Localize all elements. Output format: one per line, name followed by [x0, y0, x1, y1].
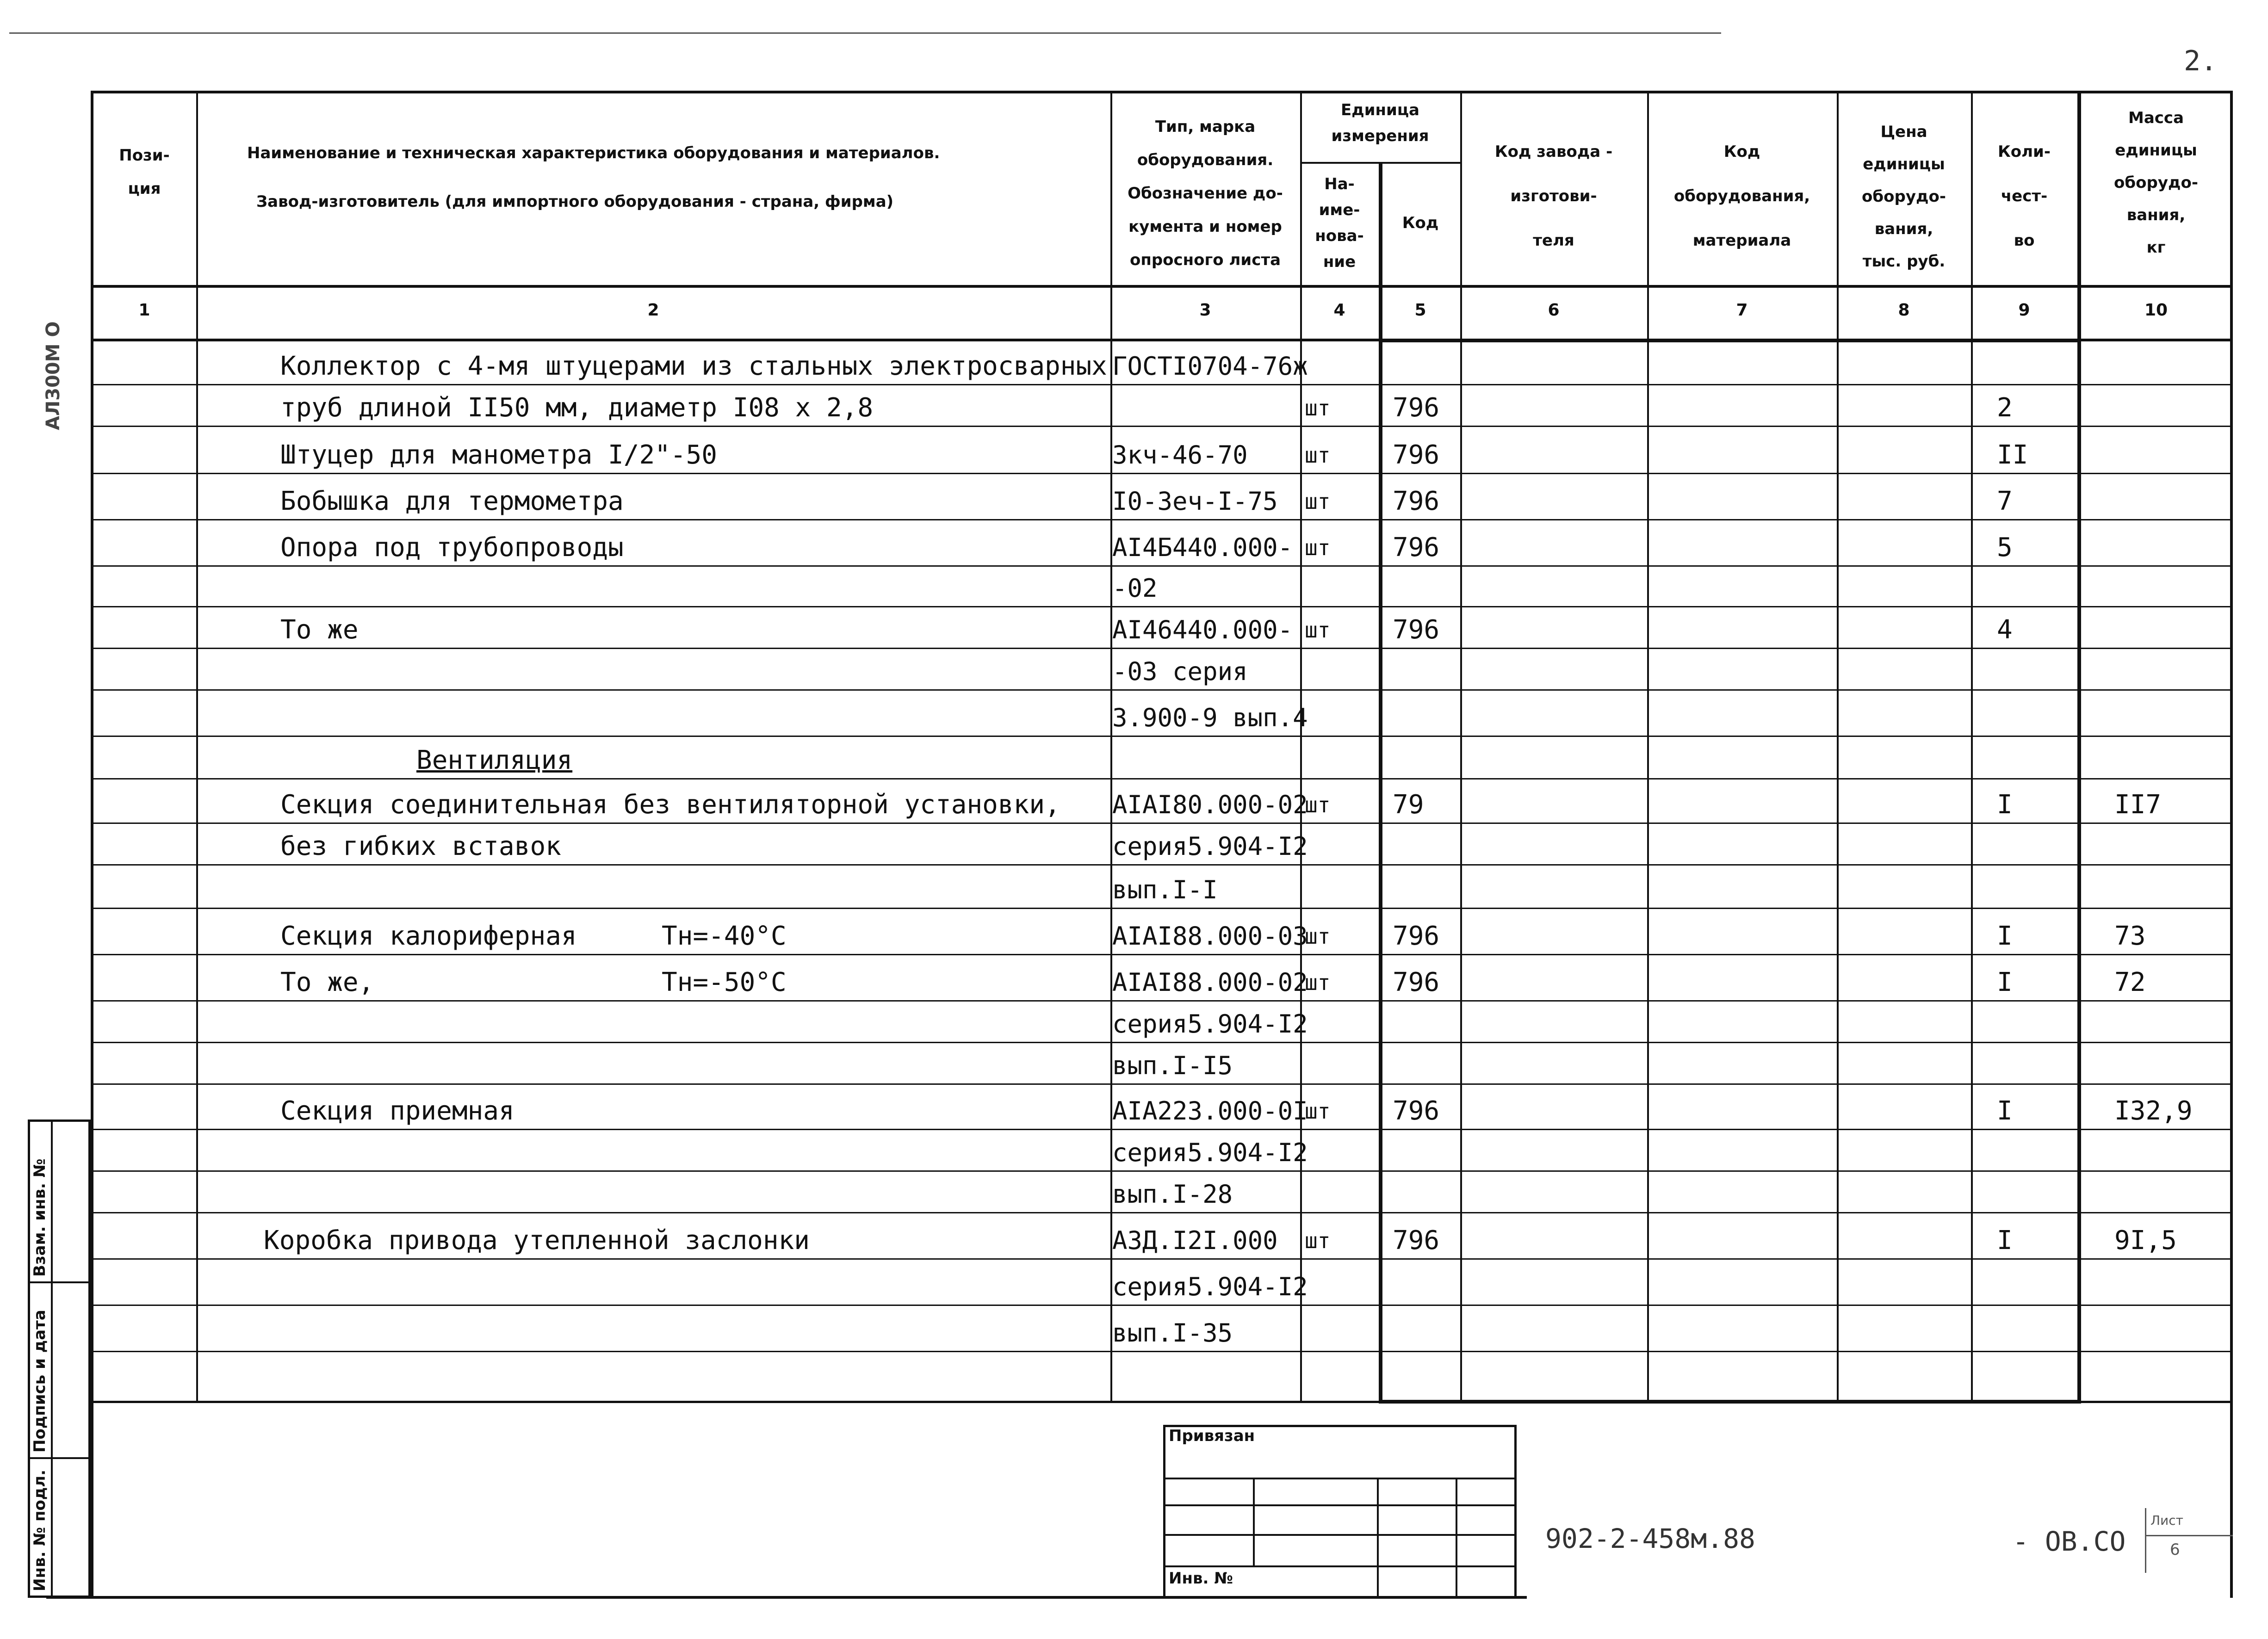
- row-unit: шт: [1305, 1099, 1331, 1124]
- row-rule: [91, 736, 2233, 737]
- col-div-6: [1647, 91, 1649, 1403]
- row-code: 796: [1393, 921, 1440, 951]
- row-name: Коробка привода утепленной заслонки: [264, 1225, 810, 1256]
- colnum-10: 10: [2144, 301, 2168, 320]
- hdr-equip-code: Код оборудования, материала: [1673, 142, 1810, 250]
- sheet-code: - ОВ.СО: [2013, 1526, 2126, 1557]
- row-name: Секция соединительная без вентиляторной установки,: [280, 790, 1060, 820]
- col-div-7: [1837, 91, 1839, 1403]
- row-qty: I: [1997, 1096, 2013, 1126]
- row-rule: [91, 908, 2233, 909]
- row-name: То же: [280, 615, 359, 645]
- row-name: То же,: [280, 967, 374, 997]
- unit-group-line: [1300, 162, 1460, 164]
- row-code: 796: [1393, 393, 1440, 423]
- row-unit: шт: [1305, 1228, 1331, 1253]
- stamp-v3: [1456, 1478, 1457, 1598]
- row-name: Бобышка для термометра: [280, 486, 624, 516]
- row-type: АI4Б440.000-: [1112, 533, 1293, 562]
- row-rule: [91, 565, 2233, 567]
- row-code: 796: [1393, 486, 1440, 516]
- col-div-8: [1971, 91, 1973, 1403]
- row-code: 79: [1393, 790, 1424, 820]
- row-name: Секция приемная: [280, 1096, 514, 1126]
- row-unit: шт: [1305, 535, 1331, 560]
- colnum-3: 3: [1199, 301, 1211, 320]
- row-rule: [91, 606, 2233, 607]
- list-num: 6: [2170, 1540, 2180, 1559]
- row-unit: шт: [1305, 489, 1331, 514]
- row-type: АIАI88.000-03: [1112, 922, 1308, 951]
- row-code: 796: [1393, 967, 1440, 997]
- row-name: Штуцер для манометра I/2"-50: [280, 440, 718, 470]
- hdr-factory-code: Код завода - изготови- теля: [1494, 142, 1613, 250]
- row-rule: [91, 1000, 2233, 1002]
- row-rule: [91, 823, 2233, 824]
- stamp-h1: [1163, 1478, 1517, 1479]
- hdr-unit-code: Код: [1402, 214, 1439, 232]
- colnum-9: 9: [2018, 301, 2030, 320]
- side-label-inv: Инв. № подл.: [31, 1469, 49, 1591]
- row-rule: [91, 778, 2233, 779]
- header-bottom-line: [91, 285, 2233, 288]
- row-mass: 72: [2114, 967, 2146, 997]
- stamp-v1: [1253, 1478, 1255, 1565]
- row-code: 796: [1393, 440, 1440, 470]
- stamp-h2: [1163, 1504, 1517, 1506]
- row-mass: I32,9: [2114, 1096, 2193, 1126]
- side-strip-h1: [28, 1281, 91, 1283]
- row-temp: Тн=-40°С: [662, 921, 787, 951]
- row-type: вып.I-I: [1112, 875, 1218, 904]
- row-type: вып.I-28: [1112, 1180, 1233, 1209]
- hdr-name-line1: Наименование и техническая характеристика оборудования и материалов.: [247, 144, 940, 162]
- row-rule: [91, 1305, 2233, 1306]
- row-type: серия5.904-I2: [1112, 1009, 1308, 1039]
- row-mass: 73: [2114, 921, 2146, 951]
- side-label-vzam: Взам. инв. №: [31, 1158, 49, 1277]
- hdr-pos: Пози- ция: [119, 146, 170, 198]
- row-mass: 9I,5: [2114, 1225, 2177, 1256]
- row-name: Опора под трубопроводы: [280, 532, 624, 563]
- body-thick-top: [1379, 339, 2081, 342]
- row-type: Зкч-46-70: [1112, 440, 1248, 470]
- col-div-5: [1460, 91, 1462, 1403]
- row-type: серия5.904-I2: [1112, 1138, 1308, 1167]
- row-type: АIАI88.000-02: [1112, 968, 1308, 997]
- row-rule: [91, 1170, 2233, 1172]
- row-unit: шт: [1305, 924, 1331, 949]
- colnum-8: 8: [1898, 301, 1910, 320]
- row-rule: [91, 384, 2233, 385]
- row-rule: [91, 648, 2233, 649]
- row-qty: 2: [1997, 393, 2013, 423]
- row-rule: [91, 1351, 2233, 1352]
- top-decor-line: [9, 32, 1721, 34]
- colnum-6: 6: [1548, 301, 1560, 320]
- side-label-podpis: Подпись и дата: [31, 1310, 49, 1453]
- stamp-h4: [1163, 1565, 1517, 1567]
- body-thick-bottom: [1379, 1400, 2081, 1404]
- row-name: Вентиляция: [416, 745, 573, 775]
- row-name: труб длиной II50 мм, диаметр I08 х 2,8: [280, 393, 874, 423]
- col-div-1: [196, 91, 198, 1403]
- corner-mark: 2.: [2184, 45, 2218, 77]
- row-qty: I: [1997, 790, 2013, 820]
- colnum-2: 2: [647, 301, 659, 320]
- row-type: серия5.904-I2: [1112, 1272, 1308, 1301]
- hdr-qty: Коли- чест- во: [1998, 142, 2051, 250]
- list-box-top: [2145, 1535, 2233, 1536]
- row-code: 796: [1393, 615, 1440, 645]
- row-rule: [91, 519, 2233, 520]
- row-temp: Тн=-50°С: [662, 967, 787, 997]
- row-type: I0-3еч-I-75: [1112, 487, 1278, 516]
- row-rule: [91, 1258, 2233, 1260]
- row-type: АЗД.I2I.000: [1112, 1226, 1278, 1255]
- colnum-7: 7: [1736, 301, 1748, 320]
- colnum-5: 5: [1414, 301, 1426, 320]
- row-qty: 7: [1997, 486, 2013, 516]
- row-type: -03 серия: [1112, 657, 1248, 686]
- hdr-unit-name: На- име- нова- ние: [1315, 175, 1364, 271]
- row-type: 3.900-9 вып.4: [1112, 703, 1308, 732]
- row-mass: II7: [2114, 790, 2162, 820]
- row-type: вып.I-I5: [1112, 1051, 1233, 1080]
- doc-code: 902-2-458м.88: [1545, 1523, 1755, 1554]
- row-rule: [91, 1129, 2233, 1130]
- col-div-9: [2077, 91, 2081, 1403]
- left-margin-code: АЛ300М О: [43, 321, 64, 430]
- row-qty: II: [1997, 440, 2028, 470]
- row-unit: шт: [1305, 970, 1331, 995]
- row-type: -02: [1112, 574, 1158, 603]
- row-code: 796: [1393, 532, 1440, 563]
- row-qty: 5: [1997, 532, 2013, 563]
- row-qty: I: [1997, 967, 2013, 997]
- row-rule: [91, 426, 2233, 427]
- row-type: АIАI80.000-02: [1112, 790, 1308, 819]
- row-rule: [91, 473, 2233, 474]
- row-rule: [91, 1083, 2233, 1085]
- row-unit: шт: [1305, 396, 1331, 421]
- colnum-4: 4: [1333, 301, 1345, 320]
- row-rule: [91, 1042, 2233, 1043]
- colnum-1: 1: [138, 301, 150, 320]
- row-qty: 4: [1997, 615, 2013, 645]
- hdr-price: Цена единицы оборудо- вания, тыс. руб.: [1862, 123, 1946, 271]
- row-unit: шт: [1305, 792, 1331, 817]
- row-type: вып.I-35: [1112, 1318, 1233, 1348]
- row-type: ГОСТI0704-76ж: [1112, 352, 1308, 381]
- row-unit: шт: [1305, 443, 1331, 468]
- row-name: Коллектор с 4-мя штуцерами из стальных электросварных: [280, 351, 1107, 381]
- row-qty: I: [1997, 1225, 2013, 1256]
- hdr-mass: Масса единицы оборудо- вания, кг: [2114, 109, 2198, 257]
- hdr-unit-group: Единица измерения: [1331, 101, 1429, 145]
- row-type: серия5.904-I2: [1112, 832, 1308, 861]
- stamp-v2: [1377, 1478, 1379, 1598]
- stamp-label-inv: Инв. №: [1169, 1569, 1233, 1588]
- hdr-name-line2: Завод-изготовитель (для импортного оборудования - страна, фирма): [256, 192, 894, 211]
- row-type: АIА223.000-0I: [1112, 1096, 1308, 1126]
- row-name: без гибких вставок: [280, 831, 561, 861]
- row-code: 796: [1393, 1225, 1440, 1256]
- row-unit: шт: [1305, 618, 1331, 643]
- list-box-left: [2145, 1508, 2146, 1573]
- stamp-h3: [1163, 1534, 1517, 1536]
- row-rule: [91, 1212, 2233, 1213]
- list-label: Лист: [2150, 1513, 2183, 1528]
- col-div-4: [1379, 162, 1382, 1403]
- row-type: АI46440.000-: [1112, 615, 1293, 644]
- stamp-label-privyazan: Привязан: [1169, 1427, 1255, 1445]
- row-name: Секция калориферная: [280, 921, 577, 951]
- row-rule: [91, 954, 2233, 955]
- side-strip-divider: [51, 1119, 53, 1598]
- side-strip-h2: [28, 1457, 91, 1459]
- row-rule: [91, 689, 2233, 691]
- row-code: 796: [1393, 1096, 1440, 1126]
- row-qty: I: [1997, 921, 2013, 951]
- row-rule: [91, 864, 2233, 866]
- hdr-type: Тип, марка оборудования. Обозначение до- кумента и номер опросного листа: [1128, 118, 1283, 269]
- col-div-3: [1300, 91, 1302, 1403]
